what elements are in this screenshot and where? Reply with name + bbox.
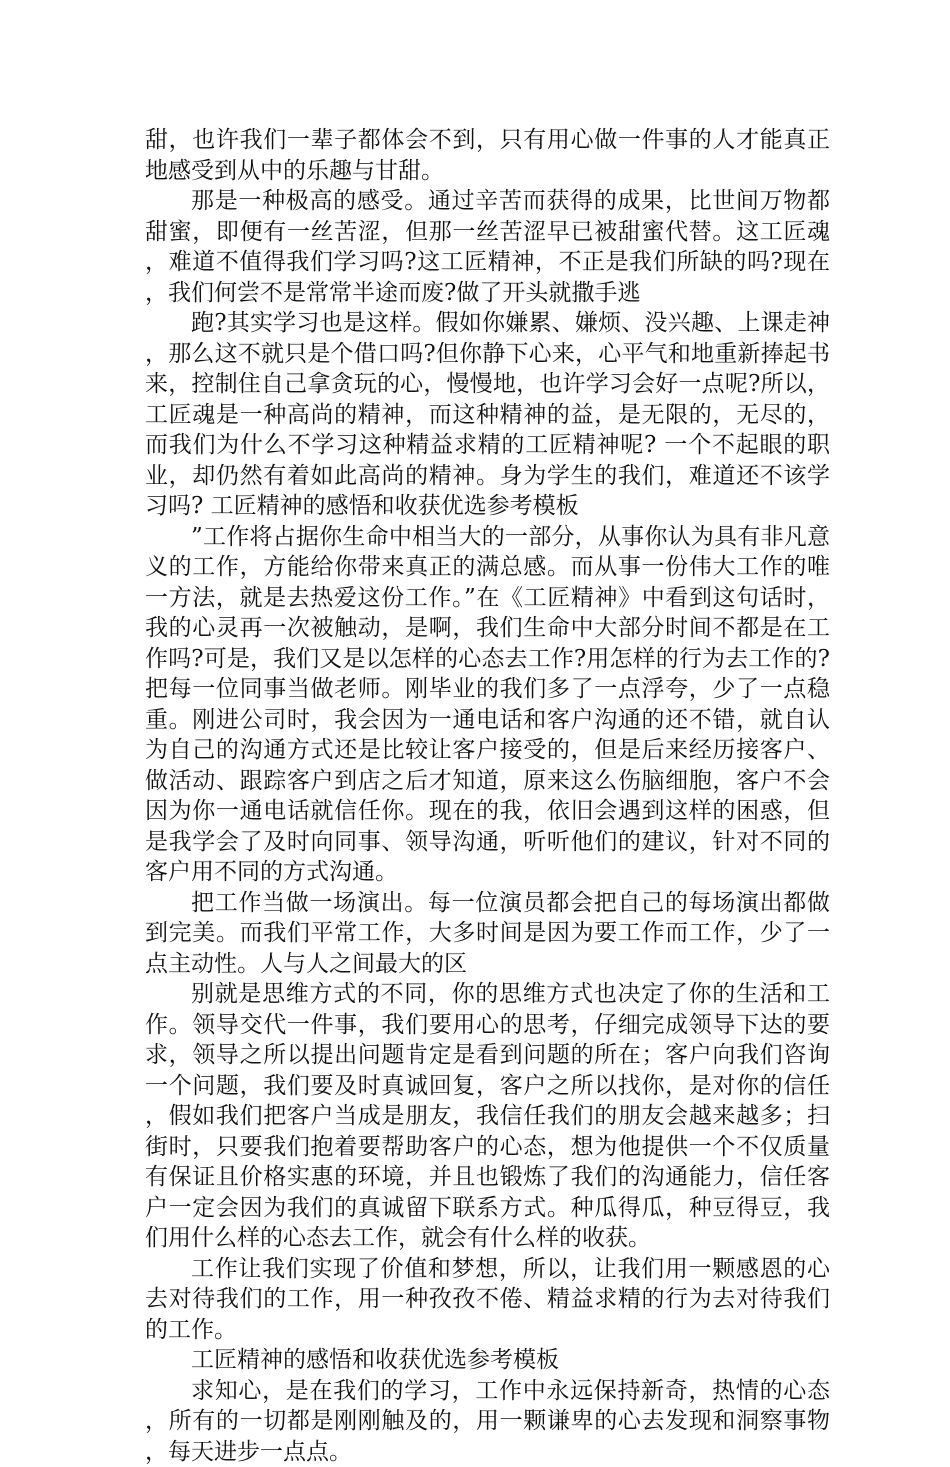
document-page — [145, 125, 830, 1467]
paragraph-2: 那是一种极高的感受。通过辛苦而获得的成果，比世间万物都甜蜜，即便有一丝苦涩，但那一丝苦涩早已被甜蜜代替。这工匠魂，难道不值得我们学习吗?这工匠精神，不正是我们所缺的吗?现在，我们何尝不是常常半途而废?做了开头就撒手逃 — [145, 186, 830, 308]
paragraph-9: 求知心，是在我们的学习，工作中永远保持新奇，热情的心态，所有的一切都是刚刚触及的，用一颗谦卑的心去发现和洞察事物，每天进步一点点。 — [145, 1376, 830, 1467]
section-heading: 工匠精神的感悟和收获优选参考模板 — [145, 1345, 830, 1376]
paragraph-1: 甜，也许我们一辈子都体会不到，只有用心做一件事的人才能真正地感受到从中的乐趣与甘甜。 — [145, 125, 830, 186]
paragraph-6: 别就是思维方式的不同，你的思维方式也决定了你的生活和工作。领导交代一件事，我们要用心的思考，仔细完成领导下达的要求，领导之所以提出问题肯定是看到问题的所在；客户向我们咨询一个问题，我们要及时真诚回复，客户之所以找你，是对你的信任，假如我们把客户当成是朋友，我信任我们的朋友会越来越多；扫街时，只要我们抱着要帮助客户的心态，想为他提供一个不仅质量有保证且价格实惠的环境，并且也锻炼了我们的沟通能力，信任客户一定会因为我们的真诚留下联系方式。种瓜得瓜，种豆得豆，我们用什么样的心态去工作，就会有什么样的收获。 — [145, 979, 830, 1254]
paragraph-3: 跑?其实学习也是这样。假如你嫌累、嫌烦、没兴趣、上课走神，那么这不就只是个借口吗?但你静下心来，心平气和地重新捧起书来，控制住自己拿贪玩的心，慢慢地，也许学习会好一点呢?所以，工匠魂是一种高尚的精神，而这种精神的益，是无限的，无尽的，而我们为什么不学习这种精益求精的工匠精神呢? 一个不起眼的职业，却仍然有着如此高尚的精神。身为学生的我们，难道还不该学习吗? 工匠精神的感悟和收获优选参考模板 — [145, 308, 830, 522]
paragraph-7: 工作让我们实现了价值和梦想，所以，让我们用一颗感恩的心去对待我们的工作，用一种孜孜不倦、精益求精的行为去对待我们的工作。 — [145, 1254, 830, 1346]
paragraph-5: 把工作当做一场演出。每一位演员都会把自己的每场演出都做到完美。而我们平常工作，大多时间是因为要工作而工作，少了一点主动性。人与人之间最大的区 — [145, 888, 830, 980]
paragraph-4: ”工作将占据你生命中相当大的一部分，从事你认为具有非凡意义的工作，方能给你带来真正的满总感。而从事一份伟大工作的唯一方法，就是去热爱这份工作。”在《工匠精神》中看到这句话时，我的心灵再一次被触动，是啊，我们生命中大部分时间不都是在工作吗?可是，我们又是以怎样的心态去工作?用怎样的行为去工作的? 把每一位同事当做老师。刚毕业的我们多了一点浮夸，少了一点稳重。刚进公司时，我会因为一通电话和客户沟通的还不错，就自认为自己的沟通方式还是比较让客户接受的，但是后来经历接客户、做活动、跟踪客户到店之后才知道，原来这么伤脑细胞，客户不会因为你一通电话就信任你。现在的我，依旧会遇到这样的困惑，但是我学会了及时向同事、领导沟通，听听他们的建议，针对不同的客户用不同的方式沟通。 — [145, 522, 830, 888]
